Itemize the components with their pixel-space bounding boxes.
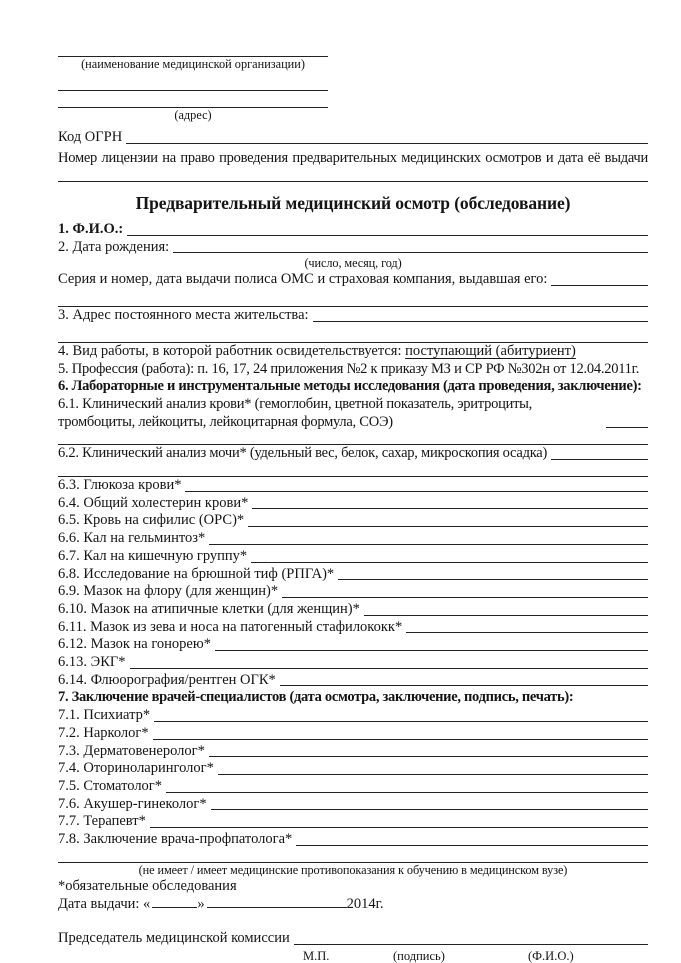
conclusion-field-line[interactable] (58, 849, 648, 863)
lab-item-6-13-field-line[interactable] (130, 654, 648, 669)
org-address-caption: (адрес) (174, 108, 212, 122)
chairman-field-line[interactable] (294, 930, 648, 945)
policy-label: Серия и номер, дата выдачи полиса ОМС и страховая компания, выдавшая его: (58, 271, 548, 288)
license-field-line[interactable] (58, 168, 648, 182)
org-name-field-line[interactable] (58, 47, 328, 57)
lab-item-6-11-row (58, 619, 648, 637)
lab-item-6-11-label: 6.11. Мазок из зева и носа на патогенный стафилококк* (58, 618, 403, 635)
specialist-7-7-field-line[interactable] (150, 813, 648, 828)
issue-day-field-line[interactable] (152, 907, 197, 908)
specialists-heading: 7. Заключение врачей-специалистов (дата осмотра, заключение, подпись, печать): (58, 689, 574, 706)
lab-item-6-1-field-line-2[interactable] (58, 431, 648, 445)
lab-item-6-5-label: 6.5. Кровь на сифилис (ОРС)* (58, 512, 245, 529)
org-name-caption: (наименование медицинской организации) (81, 57, 305, 71)
org-address-field-line-2[interactable] (58, 91, 328, 108)
issue-date-label: Дата выдачи: « (58, 895, 151, 912)
lab-item-6-14-row (58, 672, 648, 690)
specialist-7-2-label: 7.2. Нарколог* (58, 724, 149, 741)
specialist-7-8-label: 7.8. Заключение врача-профпатолога* (58, 831, 293, 848)
lab-item-6-12-row (58, 636, 648, 654)
lab-section-heading: 6. Лабораторные и инструментальные методы исследования (дата проведения, заключение): (58, 378, 642, 395)
ogrn-field-line[interactable] (126, 128, 648, 144)
specialist-7-5-field-line[interactable] (166, 778, 648, 793)
ogrn-row (58, 128, 648, 147)
org-address-field-line-1[interactable] (58, 72, 328, 91)
specialist-7-5-label: 7.5. Стоматолог* (58, 777, 162, 794)
fio-label: 1. Ф.И.О.: (58, 221, 124, 237)
lab-item-6-4-field-line[interactable] (252, 495, 648, 510)
specialist-7-1-field-line[interactable] (154, 707, 648, 722)
lab-item-6-5-field-line[interactable] (248, 512, 648, 527)
lab-item-6-5-row (58, 512, 648, 530)
lab-item-6-9-label: 6.9. Мазок на флору (для женщин)* (58, 583, 279, 600)
specialist-7-3-row (58, 743, 648, 761)
lab-item-6-10-field-line[interactable] (364, 601, 648, 616)
fio-row (58, 221, 648, 239)
policy-field-line[interactable] (551, 271, 648, 286)
signature-caption: (подпись) (393, 948, 445, 963)
lab-item-6-6-field-line[interactable] (209, 530, 648, 545)
lab-item-6-10-label: 6.10. Мазок на атипичные клетки (для женщин)* (58, 600, 360, 617)
lab-item-6-14-label: 6.14. Флюорография/рентген ОГК* (58, 671, 276, 688)
lab-item-6-2-field-line-2[interactable] (58, 463, 648, 477)
specialist-7-7-label: 7.7. Терапевт* (58, 813, 146, 830)
specialist-7-3-field-line[interactable] (209, 743, 648, 758)
issue-date-row (58, 896, 648, 914)
lab-item-6-8-label: 6.8. Исследование на брюшной тиф (РПГА)* (58, 565, 335, 582)
specialist-7-7-row (58, 813, 648, 831)
work-type-value: поступающий (абитуриент) (405, 342, 576, 359)
mandatory-note: *обязательные обследования (58, 877, 237, 894)
profession-text: 5. Профессия (работа): п. 16, 17, 24 приложения №2 к приказу МЗ и СР РФ №302н от 12.04.2011г. (58, 360, 640, 377)
signature-captions-row (58, 948, 648, 963)
lab-item-6-11-field-line[interactable] (406, 619, 648, 634)
fio-field-line[interactable] (127, 221, 648, 236)
lab-item-6-13-row (58, 654, 648, 672)
lab-item-6-4-row (58, 495, 648, 513)
birthdate-label: 2. Дата рождения: (58, 238, 170, 255)
lab-item-6-7-label: 6.7. Кал на кишечную группу* (58, 547, 248, 564)
lab-item-6-7-row (58, 548, 648, 566)
specialist-7-5-row (58, 778, 648, 796)
conclusion-caption: (не имеет / имеет медицинские противопоказания к обучению в медицинском вузе) (138, 862, 568, 877)
specialist-7-6-row (58, 796, 648, 814)
policy-row (58, 271, 648, 289)
issue-month-field-line[interactable] (207, 907, 347, 908)
specialist-7-8-field-line[interactable] (296, 831, 648, 846)
lab-item-6-12-field-line[interactable] (215, 636, 648, 651)
stamp-caption: М.П. (303, 948, 330, 963)
lab-item-6-1-field-line[interactable] (606, 396, 648, 428)
lab-item-6-1-row (58, 396, 648, 431)
specialist-7-3-label: 7.3. Дерматовенеролог* (58, 742, 205, 759)
issue-year-text: 2014г. (346, 895, 384, 912)
page-title: Предварительный медицинский осмотр (обследование) (135, 193, 571, 213)
residence-field-line-2[interactable] (58, 325, 648, 343)
residence-label: 3. Адрес постоянного места жительства: (58, 307, 309, 324)
license-label: Номер лицензии на право проведения предварительных медицинских осмотров и дата её выдачи (58, 150, 648, 166)
work-type-row (58, 343, 648, 361)
lab-item-6-8-field-line[interactable] (338, 566, 648, 581)
specialist-7-2-row (58, 725, 648, 743)
lab-item-6-13-label: 6.13. ЭКГ* (58, 654, 126, 671)
birthdate-row (58, 239, 648, 257)
specialist-7-6-field-line[interactable] (211, 796, 648, 811)
residence-field-line[interactable] (313, 307, 648, 322)
policy-field-line-2[interactable] (58, 289, 648, 307)
birthdate-caption: (число, месяц, год) (304, 256, 402, 271)
specialist-7-8-row (58, 831, 648, 849)
ogrn-label: Код ОГРН (58, 129, 123, 145)
lab-item-6-6-label: 6.6. Кал на гельминтоз* (58, 530, 206, 547)
specialist-7-4-label: 7.4. Оториноларинголог* (58, 760, 214, 777)
lab-item-6-2-field-line[interactable] (551, 445, 648, 460)
specialist-7-2-field-line[interactable] (153, 725, 648, 740)
lab-item-6-2-label: 6.2. Клинический анализ мочи* (удельный вес, белок, сахар, микроскопия осадка) (58, 445, 548, 462)
chairman-row (58, 930, 648, 948)
lab-item-6-9-field-line[interactable] (282, 583, 648, 598)
chairman-label: Председатель медицинской комиссии (58, 930, 290, 947)
lab-item-6-2-row (58, 445, 648, 463)
lab-item-6-4-label: 6.4. Общий холестерин крови* (58, 494, 249, 511)
org-block (58, 47, 328, 123)
work-type-label: 4. Вид работы, в которой работник освидетельствуется: (58, 342, 402, 359)
fio-caption: (Ф.И.О.) (528, 948, 574, 963)
lab-item-6-7-field-line[interactable] (251, 548, 648, 563)
lab-item-6-3-row (58, 477, 648, 495)
lab-item-6-6-row (58, 530, 648, 548)
residence-row (58, 307, 648, 325)
lab-item-6-3-label: 6.3. Глюкоза крови* (58, 477, 182, 494)
lab-item-6-9-row (58, 583, 648, 601)
specialist-7-1-row (58, 707, 648, 725)
specialist-7-4-field-line[interactable] (218, 760, 648, 775)
lab-item-6-10-row (58, 601, 648, 619)
lab-item-6-3-field-line[interactable] (185, 477, 648, 492)
lab-item-6-1-label: 6.1. Клинический анализ крови* (гемоглобин, цветной показатель, эритроциты, тромбоциты, лейкоциты, лейкоцитарная формула, СОЭ) (58, 395, 536, 430)
issue-date-close-quote: » (197, 895, 205, 912)
specialist-7-1-label: 7.1. Психиатр* (58, 707, 151, 724)
specialist-7-4-row (58, 760, 648, 778)
lab-item-6-12-label: 6.12. Мазок на гонорею* (58, 636, 211, 653)
lab-item-6-8-row (58, 566, 648, 584)
specialist-7-6-label: 7.6. Акушер-гинеколог* (58, 795, 207, 812)
birthdate-field-line[interactable] (173, 239, 648, 254)
lab-item-6-14-field-line[interactable] (280, 672, 648, 687)
